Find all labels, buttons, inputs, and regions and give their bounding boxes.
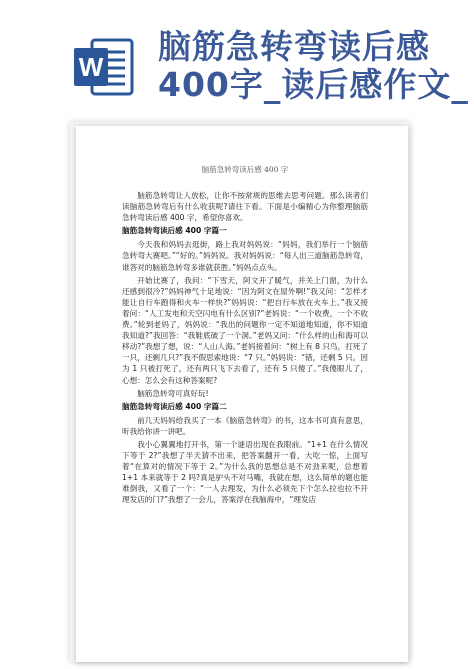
page-title-line-1: 脑筋急转弯读后感 <box>158 27 430 66</box>
paragraph: 前几天妈妈给我买了一本《脑筋急转弯》的书，这本书可真有意思，听我给你讲一讲吧。 <box>122 415 368 436</box>
section-heading-1: 脑筋急转弯读后感 400 字篇一 <box>122 226 227 236</box>
page-title-line-2: 400字_读后感作文_ <box>158 65 469 104</box>
banner <box>0 0 474 120</box>
paragraph: 今天我和妈妈去逛街，路上我对妈妈说：“妈妈，我们举行一个脑筋急转弯大赛吧。”“好的。”妈妈说。我对妈妈说：“每人出三道脑筋急转弯，谁答对的脑筋急转弯多谁就获胜。”妈妈点点头。 <box>122 240 368 272</box>
document-body <box>122 164 368 508</box>
document-page <box>76 126 408 662</box>
document-header: 脑筋急转弯读后感 400 字 <box>201 165 289 174</box>
document-blocks <box>122 190 368 506</box>
paragraph: 脑筋急转弯可真好玩! <box>137 388 209 398</box>
word-icon-letter: W <box>78 52 104 82</box>
word-document-icon <box>70 34 136 100</box>
paragraph: 我小心翼翼地打开书，第一个谜语出现在我眼前。“1+1 在什么情况下等于 2?”我想了半天猜不出来，把答案翻开一看，大吃一惊，上面写着“在算对的情况下等于 2。”为什么我的思想总是不对劲来呢，总想着 1+1 本来就等于 2 吗?真是驴头不对马嘴，我就在想，这么简单的题也能难倒我，又看了一个：“一人去理发，为什么必须先下个怎么拉也拉不开理发店的门?”我想了一会儿，答案浮在我脑海中，“理发店 <box>122 439 368 505</box>
paragraph-intro: 脑筋急转弯让人放松，让你不按常规的思维去思考问题。那么读者们读脑筋急转弯后有什么收获呢?请往下看。下面是小编精心为你整理脑筋急转弯读后感 400 字，希望你喜欢。 <box>122 191 368 223</box>
paragraph: 开始比赛了，我问：“下雪天，阿文开了暖气，并关上门窗，为什么还感到很冷?”妈妈神气十足地说：“因为阿文在屋外啊!”我又问：“怎样才能让自行车跑得和火车一样快?”妈妈说：“把自行车放在火车上。”我又接着问：“人工发电和天空闪电有什么区别?”老妈说：“一个收费，一个不收费。”轮到老妈了，妈妈说：“我出的问题你一定不知道地知道，你不知道我知道?”我回答：“我鞋底破了一个洞。”老妈又问：“什么样的山和海可以移动?”我想了想，说：“人山人海。”老妈接着问：“树上有 8 只鸟，打死了一只，还剩几只?”我不假思索地说：“7 只。”妈妈说：“错，还剩 5 只。因为 1 只被打死了，还有两只飞下去看了，还有 5 只傻了。”我傻眼儿了，心想：怎么会有这种答案呢? <box>122 275 368 385</box>
section-heading-2: 脑筋急转弯读后感 400 字篇二 <box>122 401 227 411</box>
